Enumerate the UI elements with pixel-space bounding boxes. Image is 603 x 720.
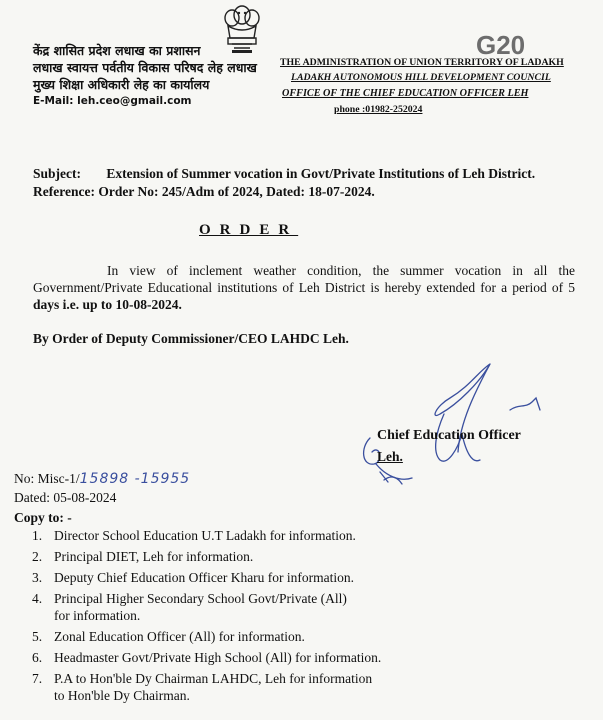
copy-to-label: Copy to: -	[14, 510, 72, 525]
by-order-line: By Order of Deputy Commissioner/CEO LAHDC Leh.	[33, 331, 349, 346]
reference-line: Reference: Order No: 245/Adm of 2024, Dated: 18-07-2024.	[33, 184, 375, 199]
header-hindi-line-3: मुख्य शिक्षा अधिकारी लेह का कार्यालय	[33, 77, 210, 92]
order-title: ORDER	[199, 222, 299, 238]
subject-text: Extension of Summer vocation in Govt/Private Institutions of Leh District.	[106, 166, 536, 181]
copy-to-item	[32, 628, 381, 645]
copy-to-item	[32, 590, 381, 624]
reference-number-printed: No: Misc-1/	[14, 471, 80, 486]
national-emblem-icon	[218, 2, 266, 56]
handwritten-signature	[340, 352, 565, 502]
copy-to-item-number: 6.	[32, 650, 43, 665]
order-body-text: In view of inclement weather condition, the summer vocation in all the Government/Private Educational institutions of Leh District is hereby extended for a period of 5	[33, 263, 575, 295]
header-english-line-2: LADAKH AUTONOMOUS HILL DEVELOPMENT COUNCIL	[291, 72, 551, 83]
copy-to-item-text: P.A to Hon'ble Dy Chairman LAHDC, Leh for information to Hon'ble Dy Chairman.	[54, 671, 373, 703]
copy-to-item	[32, 548, 381, 565]
copy-to-list	[32, 527, 381, 708]
order-body-bold: days i.e. up to 10-08-2024.	[33, 297, 182, 312]
copy-to-item-number: 2.	[32, 549, 43, 564]
subject-line	[33, 166, 535, 182]
copy-to-item-number: 5.	[32, 629, 43, 644]
signatory-place: Leh.	[377, 449, 403, 464]
copy-to-item-number: 3.	[32, 570, 43, 585]
header-phone: phone :01982-252024	[334, 104, 423, 115]
copy-to-item	[32, 569, 381, 586]
copy-to-item-text: Principal DIET, Leh for information.	[54, 549, 254, 564]
copy-to-item-number: 4.	[32, 591, 43, 606]
copy-to-item-text: Headmaster Govt/Private High School (All) for information.	[54, 650, 382, 665]
copy-to-item-number: 7.	[32, 671, 43, 686]
g20-logo-text: G20	[476, 30, 526, 60]
reference-number	[14, 471, 190, 487]
copy-to-item-text: Director School Education U.T Ladakh for information.	[54, 528, 356, 543]
header-hindi-line-1: केंद्र शासित प्रदेश लधाख का प्रशासन	[33, 43, 201, 58]
header-english-line-1: THE ADMINISTRATION OF UNION TERRITORY OF LADAKH	[280, 57, 564, 68]
reference-number-handwritten: 15898 -15955	[79, 471, 191, 487]
copy-to-item-text: Deputy Chief Education Officer Kharu for information.	[54, 570, 355, 585]
subject-label: Subject:	[33, 166, 81, 181]
signatory-title: Chief Education Officer	[377, 428, 521, 443]
copy-to-item-text: Principal Higher Secondary School Govt/Private (All) for information.	[54, 591, 347, 623]
dated-line: Dated: 05-08-2024	[14, 490, 117, 505]
copy-to-item	[32, 527, 381, 544]
header-hindi-line-2: लधाख स्वायत्त पर्वतीय विकास परिषद लेह लधाख	[33, 60, 257, 75]
copy-to-item-number: 1.	[32, 528, 43, 543]
header-english-line-3: OFFICE OF THE CHIEF EDUCATION OFFICER LEH	[282, 88, 529, 99]
order-body	[33, 262, 575, 313]
copy-to-item	[32, 649, 381, 666]
copy-to-item	[32, 670, 381, 704]
header-email: E-Mail: leh.ceo@gmail.com	[33, 95, 192, 107]
copy-to-item-text: Zonal Education Officer (All) for information.	[54, 629, 305, 644]
